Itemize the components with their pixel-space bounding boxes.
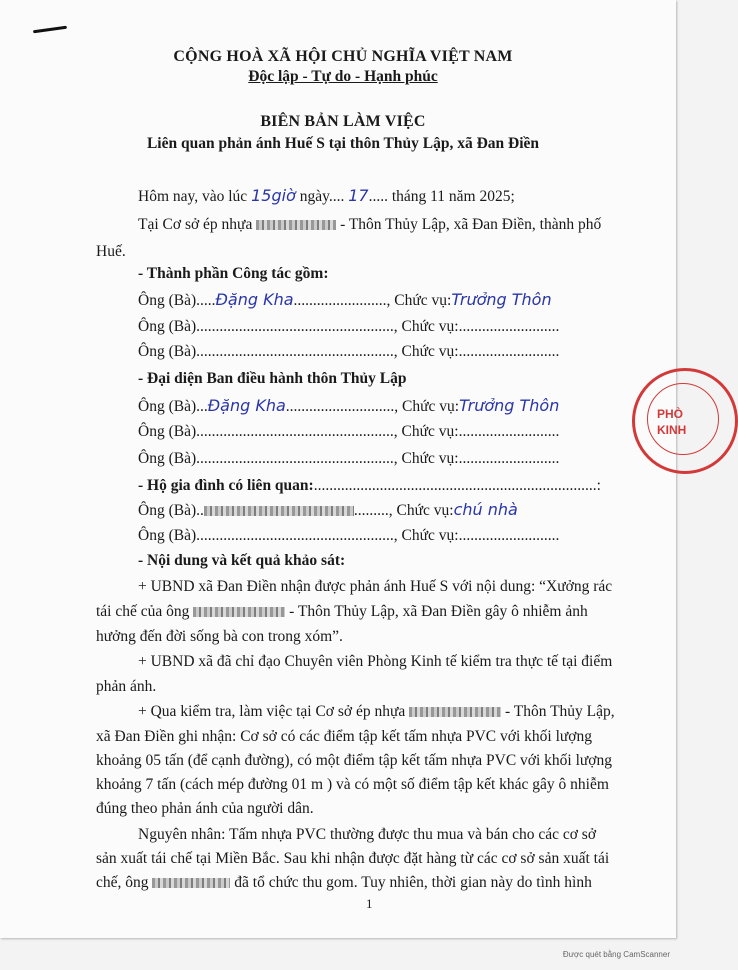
paragraph-line: sản xuất tái chế tại Miền Bắc. Sau khi nhận được đặt hàng từ các cơ sở sản xuất tái (96, 850, 610, 867)
paragraph-line: hưởng đến đời sống bà con trong xóm”. (96, 628, 343, 645)
participant-row: Ông (Bà)..................................................., Chức vụ:.......................... (138, 450, 560, 467)
date-line: Hôm nay, vào lúc 15giờ ngày.... 17..... tháng 11 năm 2025; (138, 186, 515, 205)
paragraph-line: xã Đan Điền ghi nhận: Cơ sở có các điểm tập kết tấm nhựa PVC với khối lượng (96, 728, 592, 745)
paragraph-line: Nguyên nhân: Tấm nhựa PVC thường được thu mua và bán cho các cơ sở (138, 826, 597, 843)
paragraph-line: chế, ông đã tổ chức thu gom. Tuy nhiên, thời gian này do tình hình (96, 874, 592, 891)
participant-row: Ông (Bà)..................................................., Chức vụ:.......................... (138, 343, 560, 360)
redacted-name (409, 707, 501, 717)
participant-row: Ông (Bà).....Đặng Kha........................, Chức vụ:Trưởng Thôn (138, 290, 552, 309)
document-subtitle: Liên quan phản ánh Huế S tại thôn Thủy Lập, xã Đan Điền (146, 135, 540, 152)
paragraph-line: khoảng 05 tấn (để cạnh đường), có một điểm tập kết tấm nhựa PVC với khối lượng (96, 752, 612, 769)
pen-mark (33, 26, 67, 34)
section-participants: - Thành phần Công tác gồm: (138, 265, 329, 282)
paragraph-line: phản ánh. (96, 678, 157, 695)
handwritten-hour: 15giờ (251, 186, 296, 205)
redacted-name (152, 878, 230, 888)
paragraph-line: + UBND xã Đan Điền nhận được phản ánh Huế S với nội dung: “Xưởng rác (138, 578, 613, 595)
paragraph-line: tái chế của ông - Thôn Thủy Lập, xã Đan Điền gây ô nhiễm ảnh (96, 603, 588, 620)
paragraph-line: khoảng 7 tấn (cách mép đường 01 m ) và có một số điểm tập kết khác gây ô nhiễm (96, 776, 609, 793)
redacted-name (256, 220, 336, 230)
section-household: - Hộ gia đình có liên quan:.........................................................................: (138, 477, 601, 494)
republic-header: CỘNG HOÀ XÃ HỘI CHỦ NGHĨA VIỆT NAM (173, 48, 513, 65)
participant-row: Ông (Bà).. ........., Chức vụ:chú nhà (138, 500, 518, 519)
section-content: - Nội dung và kết quả khảo sát: (138, 552, 346, 569)
paragraph-line: đúng theo phản ánh của người dân. (96, 800, 314, 817)
participant-row: Ông (Bà)..................................................., Chức vụ:.......................... (138, 527, 560, 544)
redacted-name (204, 506, 354, 516)
section-village-board: - Đại diện Ban điều hành thôn Thủy Lập (138, 370, 407, 387)
official-seal-stamp: PHÒ KINH (632, 368, 738, 474)
place-end: Huế. (96, 243, 126, 260)
page-number: 1 (366, 896, 373, 911)
document-title: BIÊN BẢN LÀM VIỆC (260, 113, 426, 130)
scanner-footer: Được quét bằng CamScanner (562, 950, 670, 959)
participant-row: Ông (Bà)..................................................., Chức vụ:.......................... (138, 423, 560, 440)
paragraph-line: + UBND xã đã chỉ đạo Chuyên viên Phòng Kinh tế kiểm tra thực tế tại điểm (138, 653, 613, 670)
participant-row: Ông (Bà)..................................................., Chức vụ:.......................... (138, 318, 560, 335)
handwritten-day: 17 (348, 186, 369, 205)
motto: Độc lập - Tự do - Hạnh phúc (248, 68, 438, 85)
participant-row: Ông (Bà)...Đặng Kha............................, Chức vụ:Trưởng Thôn (138, 396, 560, 415)
redacted-name (193, 607, 285, 617)
paragraph-line: + Qua kiểm tra, làm việc tại Cơ sở ép nhựa - Thôn Thủy Lập, (138, 703, 615, 720)
place-line: Tại Cơ sở ép nhựa - Thôn Thủy Lập, xã Đan Điền, thành phố (138, 216, 602, 233)
